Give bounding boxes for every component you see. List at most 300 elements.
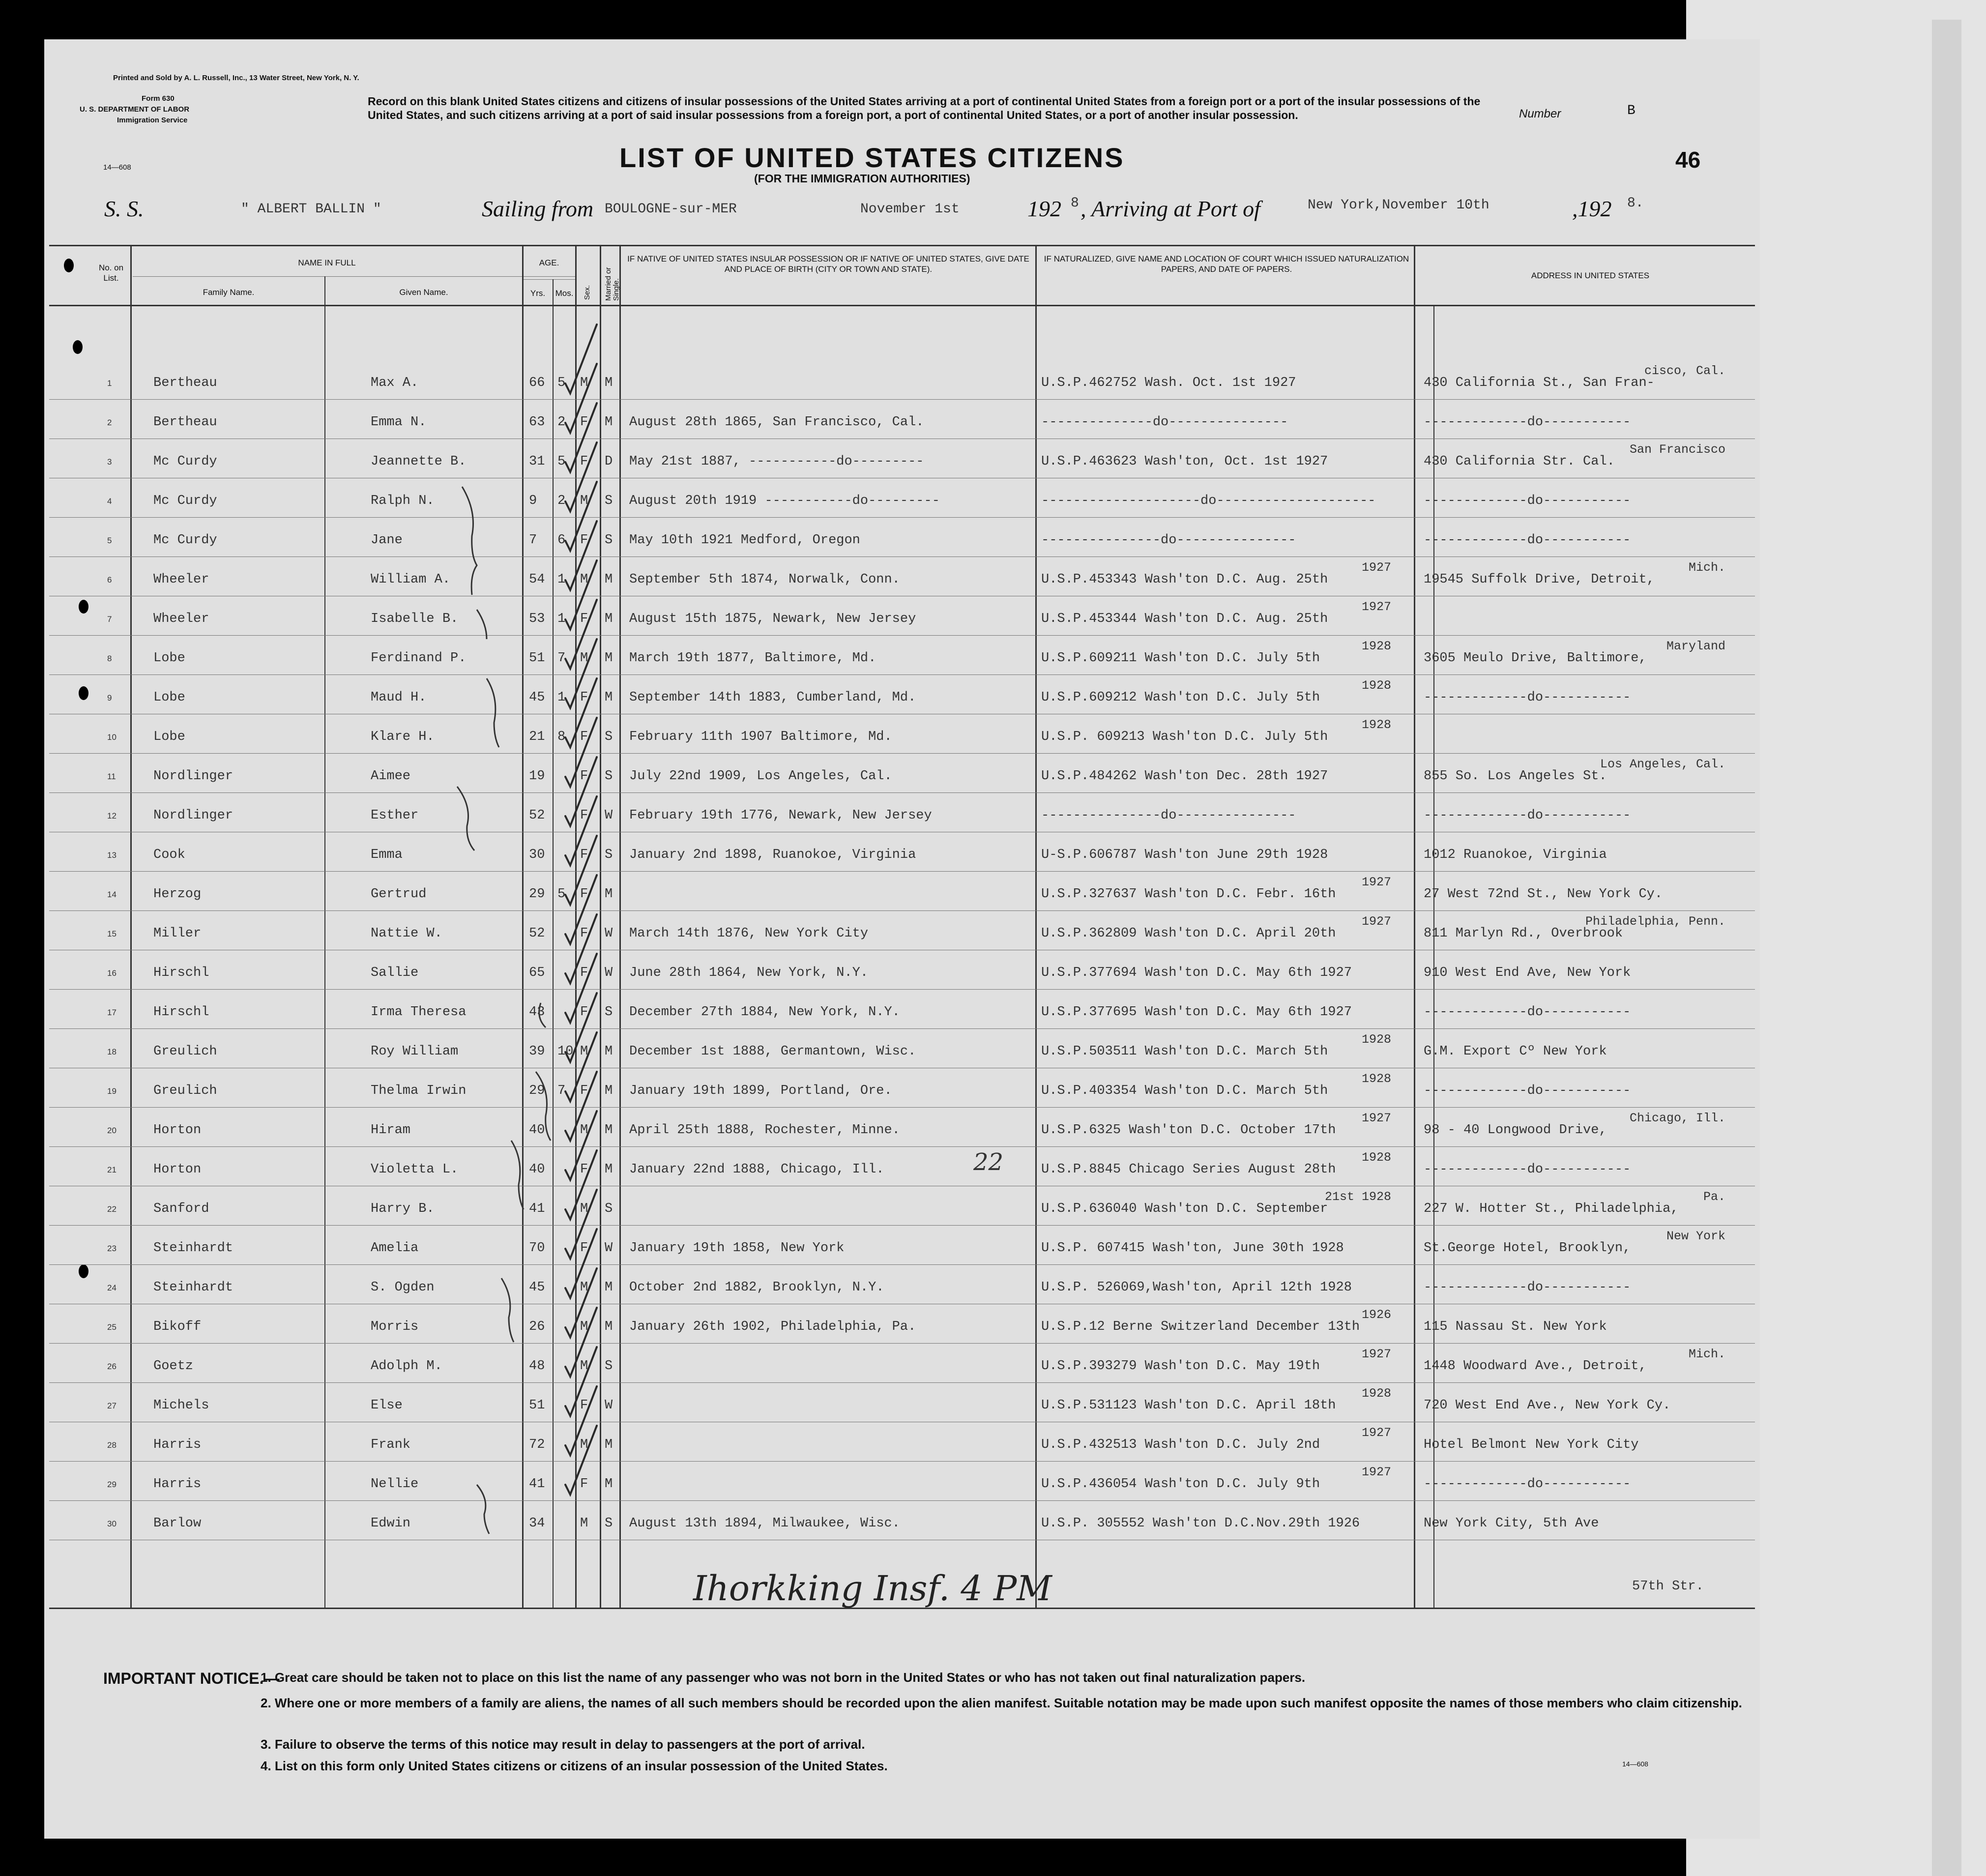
birth-info: August 20th 1919 -----------do--------- (629, 494, 940, 508)
given-name: Irma Theresa (371, 1005, 467, 1020)
address-note: Maryland (1666, 639, 1725, 653)
col-header-months: Mos. (555, 289, 574, 298)
family-name: Herzog (153, 887, 202, 902)
naturalization-info: U.S.P. 526069,Wash'ton, April 12th 1928 (1041, 1280, 1352, 1295)
naturalization-year-note: 1927 (1361, 875, 1391, 889)
row-number: 15 (107, 929, 117, 938)
birth-info: January 19th 1858, New York (629, 1241, 845, 1256)
given-name: Roy William (371, 1044, 459, 1059)
given-name: Aimee (371, 769, 411, 784)
row-number: 2 (107, 418, 112, 427)
family-name: Mc Curdy (153, 494, 217, 508)
naturalization-info: U.S.P.436054 Wash'ton D.C. July 9th (1041, 1477, 1320, 1492)
birth-info: December 1st 1888, Germantown, Wisc. (629, 1044, 916, 1059)
row-number: 4 (107, 497, 112, 506)
given-name: S. Ogden (371, 1280, 435, 1295)
birth-info: September 5th 1874, Norwalk, Conn. (629, 572, 900, 587)
age-years: 43 (529, 1005, 545, 1020)
birth-info: August 13th 1894, Milwaukee, Wisc. (629, 1516, 900, 1531)
address-note: San Francisco (1629, 442, 1725, 457)
given-name: Jeannette B. (371, 454, 467, 469)
sex: M (580, 1202, 588, 1216)
family-name: Barlow (153, 1516, 202, 1531)
marital-status: M (605, 1280, 613, 1295)
us-address: 1448 Woodward Ave., Detroit, (1424, 1359, 1647, 1374)
us-address: -------------do----------- (1424, 533, 1631, 548)
arrival-year-digit: 8. (1627, 196, 1644, 211)
marital-status: M (605, 1437, 613, 1452)
row-number: 9 (107, 693, 112, 703)
sex: M (580, 572, 588, 587)
checkmark-strokes (44, 39, 1760, 1839)
arriving-label: , Arriving at Port of (1081, 196, 1260, 221)
row-number: 20 (107, 1126, 117, 1135)
family-name: Mc Curdy (153, 533, 217, 548)
family-name: Greulich (153, 1084, 217, 1098)
age-years: 39 (529, 1044, 545, 1059)
naturalization-info: U.S.P.463623 Wash'ton, Oct. 1st 1927 (1041, 454, 1328, 469)
sex: F (580, 612, 588, 626)
family-name: Hirschl (153, 1005, 209, 1020)
col-header-given-name: Given Name. (399, 288, 448, 297)
sailing-year: 192 (1027, 196, 1061, 221)
age-months: 1 (557, 612, 566, 626)
address-note: Mich. (1688, 560, 1725, 575)
us-address: New York City, 5th Ave (1424, 1516, 1599, 1531)
row-number: 1 (107, 379, 112, 388)
sex: F (580, 808, 588, 823)
age-years: 66 (529, 376, 545, 390)
handwritten-annotation: 22 (973, 1148, 1004, 1176)
ship-name: " ALBERT BALLIN " (241, 202, 381, 217)
us-address: 27 West 72nd St., New York Cy. (1424, 887, 1663, 902)
family-name: Hirschl (153, 966, 209, 980)
birth-info: July 22nd 1909, Los Angeles, Cal. (629, 769, 892, 784)
row-number: 24 (107, 1283, 117, 1292)
sex: M (580, 1437, 588, 1452)
address-note: Chicago, Ill. (1629, 1111, 1725, 1125)
row-number: 22 (107, 1204, 117, 1214)
family-name: Mc Curdy (153, 454, 217, 469)
sex: F (580, 415, 588, 430)
given-name: Violetta L. (371, 1162, 459, 1177)
age-years: 29 (529, 1084, 545, 1098)
marital-status: W (605, 1241, 613, 1256)
us-address: -------------do----------- (1424, 1280, 1631, 1295)
naturalization-year-note: 21st 1928 (1324, 1190, 1391, 1204)
family-name: Cook (153, 848, 185, 862)
naturalization-info: U.S.P.609212 Wash'ton D.C. July 5th (1041, 690, 1320, 705)
age-years: 34 (529, 1516, 545, 1531)
marital-status: M (605, 612, 613, 626)
page-number: 46 (1675, 147, 1701, 173)
arrival-port: New York,November 10th (1308, 198, 1490, 213)
marital-status: M (605, 376, 613, 390)
col-header-sex: Sex. (583, 285, 591, 300)
sex: F (580, 926, 588, 941)
sex: M (580, 1359, 588, 1374)
us-address: -------------do----------- (1424, 1477, 1631, 1492)
marital-status: S (605, 769, 613, 784)
birth-info: June 28th 1864, New York, N.Y. (629, 966, 869, 980)
us-address: 115 Nassau St. New York (1424, 1319, 1607, 1334)
us-address: -------------do----------- (1424, 1005, 1631, 1020)
sailing-label: Sailing from (482, 196, 594, 221)
handwritten-note: Ihorkking Insf. 4 PM (693, 1568, 1052, 1609)
birth-info: March 19th 1877, Baltimore, Md. (629, 651, 876, 666)
col-header-number: No. on List. (98, 263, 124, 283)
given-name: Esther (371, 808, 419, 823)
row-number: 7 (107, 615, 112, 624)
family-name: Nordlinger (153, 769, 234, 784)
sex: M (580, 651, 588, 666)
row-number: 14 (107, 890, 117, 899)
age-months: 1 (557, 572, 566, 587)
marital-status: M (605, 1044, 613, 1059)
given-name: Ferdinand P. (371, 651, 467, 666)
notice-item-3: 3. Failure to observe the terms of this notice may result in delay to passengers at the port of arrival. (261, 1737, 865, 1752)
row-number: 6 (107, 575, 112, 585)
row-number: 18 (107, 1047, 117, 1056)
sex: F (580, 1398, 588, 1413)
family-name: Bertheau (153, 415, 217, 430)
form-code: 14—608 (103, 163, 131, 172)
given-name: Emma (371, 848, 403, 862)
birth-info: May 10th 1921 Medford, Oregon (629, 533, 860, 548)
birth-info: January 19th 1899, Portland, Ore. (629, 1084, 892, 1098)
row-number: 11 (107, 772, 116, 781)
given-name: Maud H. (371, 690, 427, 705)
family-name: Harris (153, 1437, 202, 1452)
given-name: Ralph N. (371, 494, 435, 508)
sex: F (580, 1477, 588, 1492)
sex: M (580, 1319, 588, 1334)
notice-item-4: 4. List on this form only United States citizens or citizens of an insular possession of the United States. (261, 1759, 888, 1773)
naturalization-info: U.S.P.531123 Wash'ton D.C. April 18th (1041, 1398, 1336, 1413)
marital-status: M (605, 572, 613, 587)
family-name: Steinhardt (153, 1280, 234, 1295)
naturalization-info: U.S.P.327637 Wash'ton D.C. Febr. 16th (1041, 887, 1336, 902)
age-months: 2 (557, 415, 566, 430)
sex: M (580, 494, 588, 508)
sex: M (580, 1044, 588, 1059)
manifest-sheet (44, 39, 1760, 1839)
us-address: 910 West End Ave, New York (1424, 966, 1631, 980)
us-address: Hotel Belmont New York City (1424, 1437, 1639, 1452)
family-name: Horton (153, 1123, 202, 1138)
sex: M (580, 1123, 588, 1138)
birth-info: October 2nd 1882, Brooklyn, N.Y. (629, 1280, 884, 1295)
age-years: 45 (529, 690, 545, 705)
naturalization-info: --------------do--------------- (1041, 415, 1288, 430)
given-name: Gertrud (371, 887, 427, 902)
row-number: 23 (107, 1244, 117, 1253)
age-years: 52 (529, 808, 545, 823)
family-name: Sanford (153, 1202, 209, 1216)
marital-status: M (605, 415, 613, 430)
birth-info: January 2nd 1898, Ruanokoe, Virginia (629, 848, 916, 862)
us-address: -------------do----------- (1424, 690, 1631, 705)
address-note: New York (1666, 1229, 1725, 1243)
col-header-name-in-full: NAME IN FULL (298, 258, 356, 267)
age-years: 65 (529, 966, 545, 980)
sex: F (580, 1162, 588, 1177)
sex: F (580, 1241, 588, 1256)
us-address: 720 West End Ave., New York Cy. (1424, 1398, 1671, 1413)
row-number: 5 (107, 536, 112, 545)
marital-status: M (605, 887, 613, 902)
given-name: Edwin (371, 1516, 411, 1531)
number-value: B (1627, 103, 1636, 118)
underlying-page-edge (1932, 20, 1961, 1876)
us-address: -------------do----------- (1424, 415, 1631, 430)
given-name: Frank (371, 1437, 411, 1452)
sex: F (580, 1084, 588, 1098)
naturalization-info: U.S.P.462752 Wash. Oct. 1st 1927 (1041, 376, 1296, 390)
family-name: Nordlinger (153, 808, 234, 823)
marital-status: W (605, 926, 613, 941)
marital-status: S (605, 1005, 613, 1020)
family-name: Lobe (153, 730, 185, 744)
naturalization-info: U.S.P.432513 Wash'ton D.C. July 2nd (1041, 1437, 1320, 1452)
birth-info: March 14th 1876, New York City (629, 926, 869, 941)
age-years: 53 (529, 612, 545, 626)
row-number: 26 (107, 1362, 117, 1371)
us-address: 1012 Ruanokoe, Virginia (1424, 848, 1607, 862)
notice-item-2: 2. Where one or more members of a family are aliens, the names of all such members should be recorded upon the alien manifest. Suitable notation may be made upon such manifest opposite the names of those members who claim citizenship. (261, 1696, 1742, 1710)
naturalization-year-note: 1928 (1361, 718, 1391, 732)
naturalization-year-note: 1927 (1361, 560, 1391, 575)
given-name: Hiram (371, 1123, 411, 1138)
age-years: 72 (529, 1437, 545, 1452)
marital-status: S (605, 1202, 613, 1216)
col-header-married-single: Married or Single. (604, 267, 620, 301)
naturalization-info: U.S.P. 607415 Wash'ton, June 30th 1928 (1041, 1241, 1344, 1256)
address-note: cisco, Cal. (1644, 364, 1725, 378)
col-header-age: AGE. (539, 258, 559, 267)
family-name: Harris (153, 1477, 202, 1492)
marital-status: M (605, 651, 613, 666)
row-number: 30 (107, 1519, 117, 1528)
family-name: Steinhardt (153, 1241, 234, 1256)
us-address: G.M. Export Cº New York (1424, 1044, 1607, 1059)
col-header-naturalized: IF NATURALIZED, GIVE NAME AND LOCATION OF COURT WHICH ISSUED NATURALIZATION PAPERS, AND DATE OF PAPERS. (1044, 254, 1409, 274)
row-number: 27 (107, 1401, 117, 1410)
naturalization-info: U.S.P.453344 Wash'ton D.C. Aug. 25th (1041, 612, 1328, 626)
age-years: 70 (529, 1241, 545, 1256)
sailing-date: November 1st (860, 202, 960, 217)
given-name: Jane (371, 533, 403, 548)
service: Immigration Service (117, 116, 188, 124)
birth-info: January 26th 1902, Philadelphia, Pa. (629, 1319, 916, 1334)
marital-status: M (605, 1123, 613, 1138)
family-name: Lobe (153, 690, 185, 705)
naturalization-year-note: 1927 (1361, 600, 1391, 614)
form-number: Form 630 (142, 94, 175, 103)
naturalization-info: ---------------do--------------- (1041, 533, 1296, 548)
marital-status: D (605, 454, 613, 469)
age-months: 1 (557, 690, 566, 705)
age-months: 8 (557, 730, 566, 744)
age-years: 29 (529, 887, 545, 902)
given-name: Isabelle B. (371, 612, 459, 626)
age-years: 48 (529, 1359, 545, 1374)
naturalization-year-note: 1927 (1361, 914, 1391, 929)
family-name: Wheeler (153, 572, 209, 587)
age-years: 26 (529, 1319, 545, 1334)
row-number: 8 (107, 654, 112, 663)
naturalization-year-note: 1928 (1361, 1072, 1391, 1086)
col-header-family-name: Family Name. (203, 288, 255, 297)
given-name: Max A. (371, 376, 419, 390)
age-months: 5 (557, 376, 566, 390)
naturalization-info: U.S.P.484262 Wash'ton Dec. 28th 1927 (1041, 769, 1328, 784)
marital-status: S (605, 494, 613, 508)
given-name: Nattie W. (371, 926, 442, 941)
us-address: 430 California St., San Fran- (1424, 376, 1655, 390)
address-note: Mich. (1688, 1347, 1725, 1361)
age-years: 31 (529, 454, 545, 469)
marital-status: W (605, 1398, 613, 1413)
birth-info: January 22nd 1888, Chicago, Ill. (629, 1162, 884, 1177)
given-name: Adolph M. (371, 1359, 442, 1374)
age-months: 10 (557, 1044, 574, 1059)
age-years: 21 (529, 730, 545, 744)
age-years: 41 (529, 1202, 545, 1216)
form-code-bottom: 14—608 (1622, 1760, 1648, 1768)
naturalization-info: U.S.P. 305552 Wash'ton D.C.Nov.29th 1926 (1041, 1516, 1360, 1531)
birth-info: April 25th 1888, Rochester, Minne. (629, 1123, 900, 1138)
family-name: Goetz (153, 1359, 194, 1374)
notice-heading: IMPORTANT NOTICE.— (103, 1670, 280, 1687)
sex: F (580, 454, 588, 469)
age-months: 7 (557, 651, 566, 666)
age-years: 9 (529, 494, 537, 508)
age-years: 41 (529, 1477, 545, 1492)
intro-text: Record on this blank United States citizens and citizens of insular possessions of the United States arriving at a port of continental United States from a foreign port or a port of the insular possessions of the United States, and such citizens arriving at a port of said insular possessions from a foreign port, a port of continental United States, or a port of another insular possession. (368, 95, 1481, 121)
sex: F (580, 533, 588, 548)
naturalization-year-note: 1926 (1361, 1308, 1391, 1322)
age-years: 30 (529, 848, 545, 862)
family-name: Greulich (153, 1044, 217, 1059)
naturalization-info: U.S.P.377694 Wash'ton D.C. May 6th 1927 (1041, 966, 1352, 980)
birth-info: August 15th 1875, Newark, New Jersey (629, 612, 916, 626)
naturalization-year-note: 1928 (1361, 639, 1391, 653)
naturalization-year-note: 1928 (1361, 1386, 1391, 1401)
age-months: 6 (557, 533, 566, 548)
us-address: 98 - 40 Longwood Drive, (1424, 1123, 1607, 1138)
age-years: 52 (529, 926, 545, 941)
sex: M (580, 1516, 588, 1531)
col-header-years: Yrs. (530, 289, 546, 298)
notice-item-1: 1. Great care should be taken not to place on this list the name of any passenger who was not born in the United States or who has not taken out final naturalization papers. (261, 1670, 1306, 1685)
sex: M (580, 1280, 588, 1295)
naturalization-year-note: 1927 (1361, 1347, 1391, 1361)
us-address: 19545 Suffolk Drive, Detroit, (1424, 572, 1655, 587)
marital-status: M (605, 1319, 613, 1334)
naturalization-year-note: 1928 (1361, 1032, 1391, 1047)
sex: F (580, 887, 588, 902)
department: U. S. DEPARTMENT OF LABOR (80, 105, 190, 114)
us-address: St.George Hotel, Brooklyn, (1424, 1241, 1631, 1256)
family-name: Bertheau (153, 376, 217, 390)
age-years: 19 (529, 769, 545, 784)
age-years: 45 (529, 1280, 545, 1295)
naturalization-year-note: 1928 (1361, 678, 1391, 693)
naturalization-info: U.S.P.403354 Wash'ton D.C. March 5th (1041, 1084, 1328, 1098)
ss-label: S. S. (104, 196, 144, 221)
sex: M (580, 376, 588, 390)
naturalization-info: U.S.P.362809 Wash'ton D.C. April 20th (1041, 926, 1336, 941)
us-address: 430 California Str. Cal. (1424, 454, 1615, 469)
marital-status: M (605, 690, 613, 705)
sailing-port: BOULOGNE-sur-MER (605, 202, 737, 217)
marital-status: S (605, 1359, 613, 1374)
family-name: Miller (153, 926, 202, 941)
marital-status: M (605, 1162, 613, 1177)
marital-status: W (605, 808, 613, 823)
naturalization-year-note: 1927 (1361, 1426, 1391, 1440)
age-months: 5 (557, 454, 566, 469)
sex: F (580, 1005, 588, 1020)
number-label: Number (1519, 107, 1561, 120)
row-number: 3 (107, 457, 112, 467)
us-address: 3605 Meulo Drive, Baltimore, (1424, 651, 1647, 666)
naturalization-info: U.S.P.636040 Wash'ton D.C. September (1041, 1202, 1328, 1216)
naturalization-info: U.S.P.503511 Wash'ton D.C. March 5th (1041, 1044, 1328, 1059)
document-title: LIST OF UNITED STATES CITIZENS (619, 142, 1125, 173)
address-note: Los Angeles, Cal. (1600, 757, 1725, 771)
row-number: 29 (107, 1480, 117, 1489)
naturalization-year-note: 1928 (1361, 1150, 1391, 1165)
marital-status: S (605, 533, 613, 548)
document-subtitle: (FOR THE IMMIGRATION AUTHORITIES) (754, 172, 970, 185)
age-months: 7 (557, 1084, 566, 1098)
row-number: 10 (107, 733, 117, 742)
arrival-year: ,192 (1572, 196, 1612, 221)
given-name: Emma N. (371, 415, 427, 430)
sex: F (580, 848, 588, 862)
birth-info: December 27th 1884, New York, N.Y. (629, 1005, 900, 1020)
naturalization-info: U.S.P.8845 Chicago Series August 28th (1041, 1162, 1336, 1177)
age-years: 7 (529, 533, 537, 548)
given-name: Morris (371, 1319, 419, 1334)
given-name: Amelia (371, 1241, 419, 1256)
sex: F (580, 769, 588, 784)
marital-status: S (605, 848, 613, 862)
age-years: 54 (529, 572, 545, 587)
us-address: -------------do----------- (1424, 1084, 1631, 1098)
given-name: William A. (371, 572, 451, 587)
age-years: 51 (529, 1398, 545, 1413)
given-name: Nellie (371, 1477, 419, 1492)
age-years: 40 (529, 1162, 545, 1177)
address-continuation: 57th Str. (1632, 1579, 1704, 1594)
us-address: 855 So. Los Angeles St. (1424, 769, 1607, 784)
family-name: Lobe (153, 651, 185, 666)
given-name: Thelma Irwin (371, 1084, 467, 1098)
naturalization-info: U.S.P.6325 Wash'ton D.C. October 17th (1041, 1123, 1336, 1138)
row-number: 13 (107, 850, 117, 860)
given-name: Klare H. (371, 730, 435, 744)
naturalization-info: U.S.P.377695 Wash'ton D.C. May 6th 1927 (1041, 1005, 1352, 1020)
birth-info: September 14th 1883, Cumberland, Md. (629, 690, 916, 705)
given-name: Sallie (371, 966, 419, 980)
family-name: Michels (153, 1398, 209, 1413)
us-address: 811 Marlyn Rd., Overbrook (1424, 926, 1623, 941)
birth-info: May 21st 1887, -----------do--------- (629, 454, 924, 469)
us-address: 227 W. Hotter St., Philadelphia, (1424, 1202, 1679, 1216)
